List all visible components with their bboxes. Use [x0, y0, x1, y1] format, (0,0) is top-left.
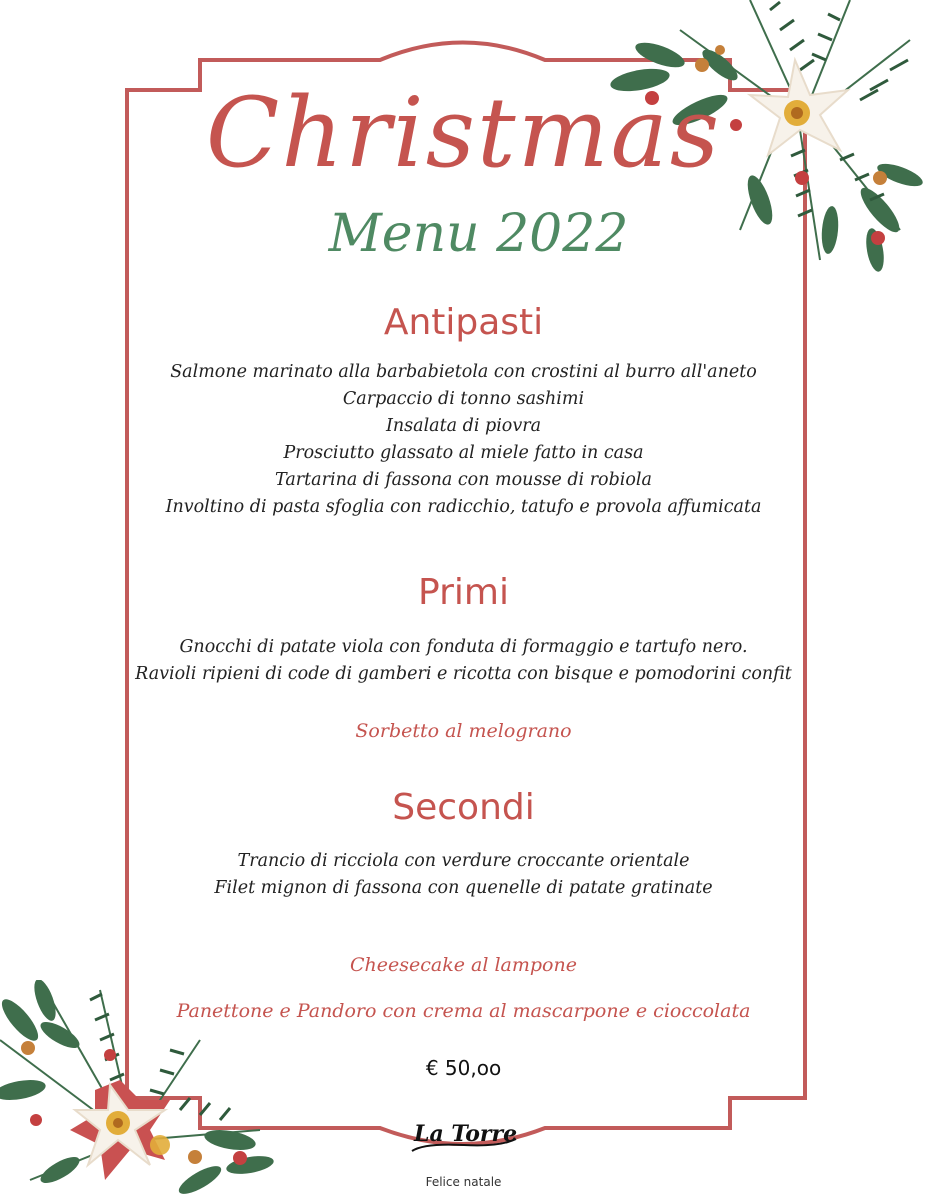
- dessert-item: Panettone e Pandoro con crema al mascarpone e cioccolata: [176, 1000, 751, 1022]
- list-item: Filet mignon di fassona con quenelle di patate gratinate: [214, 878, 713, 898]
- menu-subtitle: Menu 2022: [328, 204, 629, 264]
- tower-logo-icon: [404, 1115, 524, 1155]
- secondi-list: [0, 848, 927, 902]
- list-item: Salmone marinato alla barbabietola con crostini al burro all'aneto: [170, 362, 757, 382]
- list-item: Tartarina di fassona con mousse di robiola: [275, 470, 652, 490]
- list-item: Ravioli ripieni di code di gamberi e ricotta con bisque e pomodorini confit: [135, 664, 792, 684]
- restaurant-logo: [0, 1115, 927, 1159]
- sorbetto-item: Sorbetto al melograno: [355, 720, 572, 742]
- menu-price: € 50,oo: [425, 1056, 502, 1080]
- list-item: Gnocchi di patate viola con fonduta di formaggio e tartufo nero.: [179, 637, 748, 657]
- primi-list: [0, 634, 927, 688]
- section-heading-antipasti: Antipasti: [383, 302, 544, 343]
- list-item: Trancio di ricciola con verdure croccante orientale: [237, 851, 690, 871]
- list-item: Involtino di pasta sfoglia con radicchio, tatufo e provola affumicata: [165, 497, 762, 517]
- footer-text: Felice natale: [425, 1175, 502, 1189]
- menu-title: Christmas: [205, 77, 722, 189]
- dessert-item: Cheesecake al lampone: [350, 954, 577, 976]
- list-item: Carpaccio di tonno sashimi: [342, 389, 585, 409]
- list-item: Insalata di piovra: [385, 416, 542, 436]
- antipasti-list: [0, 359, 927, 521]
- section-heading-primi: Primi: [418, 572, 509, 613]
- list-item: Prosciutto glassato al miele fatto in casa: [283, 443, 644, 463]
- section-heading-secondi: Secondi: [392, 787, 535, 828]
- logo-text: La Torre: [413, 1121, 517, 1147]
